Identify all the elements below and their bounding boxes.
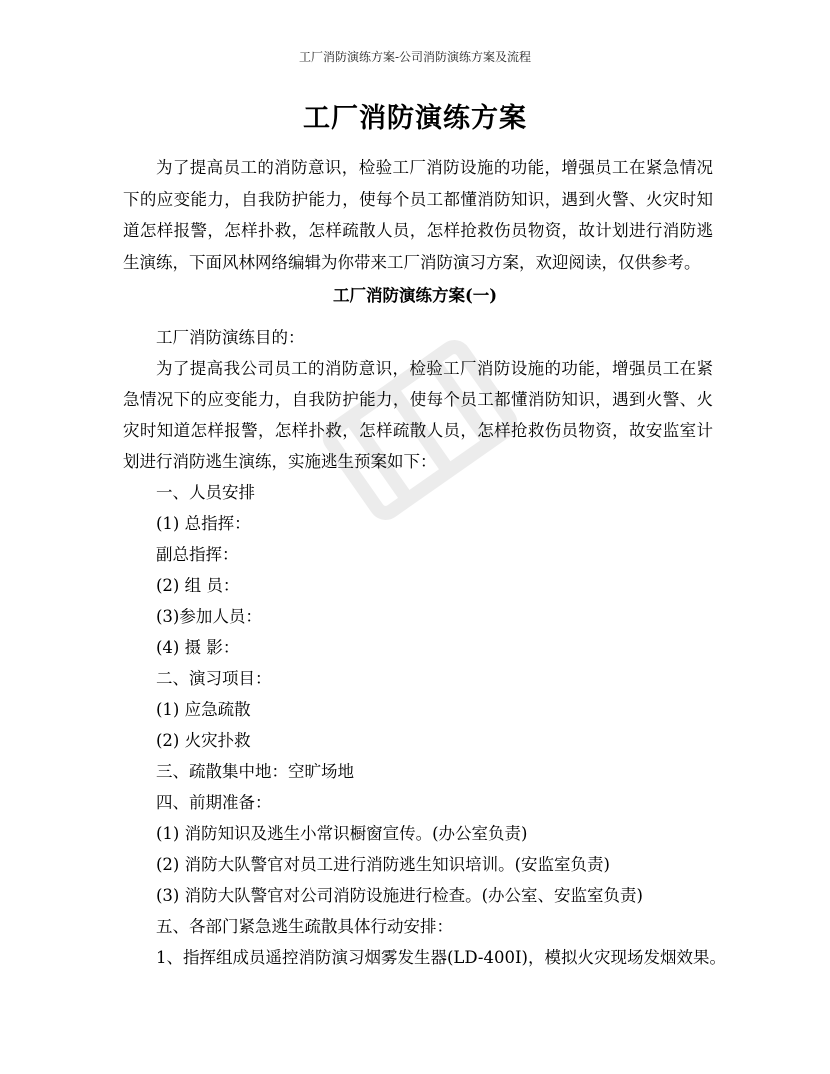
list-item: 二、演习项目： [156, 669, 272, 688]
list-item: (1) 总指挥： [156, 514, 251, 533]
plan-body [123, 322, 726, 973]
purpose-label: 工厂消防演练目的： [156, 328, 305, 347]
running-header: 工厂消防演练方案-公司消防演练方案及流程 [298, 50, 532, 64]
section-heading: 工厂消防演练方案(一) [332, 286, 498, 305]
list-item: (2) 消防大队警官对员工进行消防逃生知识培训。(安监室负责) [156, 855, 610, 874]
list-item: 四、前期准备： [156, 793, 272, 812]
list-item: 五、各部门紧急逃生疏散具体行动安排： [156, 917, 453, 936]
intro-paragraph: 为了提高员工的消防意识，检验工厂消防设施的功能，增强员工在紧急情况下的应变能力，自我防护能力，使每个员工都懂消防知识，遇到火警、火灾时知道怎样报警，怎样扑救，怎样疏散人员，怎样抢救伤员物资，故计划进行消防逃生演练，下面风林网络编辑为你带来工厂消防演习方案，欢迎阅读，仅供参考。 [123, 158, 713, 272]
list-item: (4) 摄 影： [156, 638, 240, 657]
list-item: (3) 消防大队警官对公司消防设施进行检查。(办公室、安监室负责) [156, 886, 643, 905]
list-item: (2) 组 员： [156, 576, 240, 595]
list-item: (3)参加人员： [156, 607, 262, 626]
list-item: 一、人员安排 [156, 483, 255, 502]
document-title: 工厂消防演练方案 [303, 103, 527, 134]
list-item: (1) 应急疏散 [156, 700, 251, 719]
list-item: (1) 消防知识及逃生小常识橱窗宣传。(办公室负责) [156, 824, 528, 843]
list-item: 副总指挥： [156, 545, 239, 564]
list-item: (2) 火灾扑救 [156, 731, 251, 750]
list-item: 1、指挥组成员遥控消防演习烟雾发生器(LD-400I)，模拟火灾现场发烟效果。 [156, 948, 726, 967]
list-item: 三、疏散集中地：空旷场地 [156, 762, 354, 781]
purpose-paragraph: 为了提高我公司员工的消防意识，检验工厂消防设施的功能，增强员工在紧急情况下的应变能力，自我防护能力，使每个员工都懂消防知识，遇到火警、火灾时知道怎样报警，怎样扑救，怎样疏散人员，怎样抢救伤员物资，故安监室计划进行消防逃生演练，实施逃生预案如下： [123, 359, 713, 471]
